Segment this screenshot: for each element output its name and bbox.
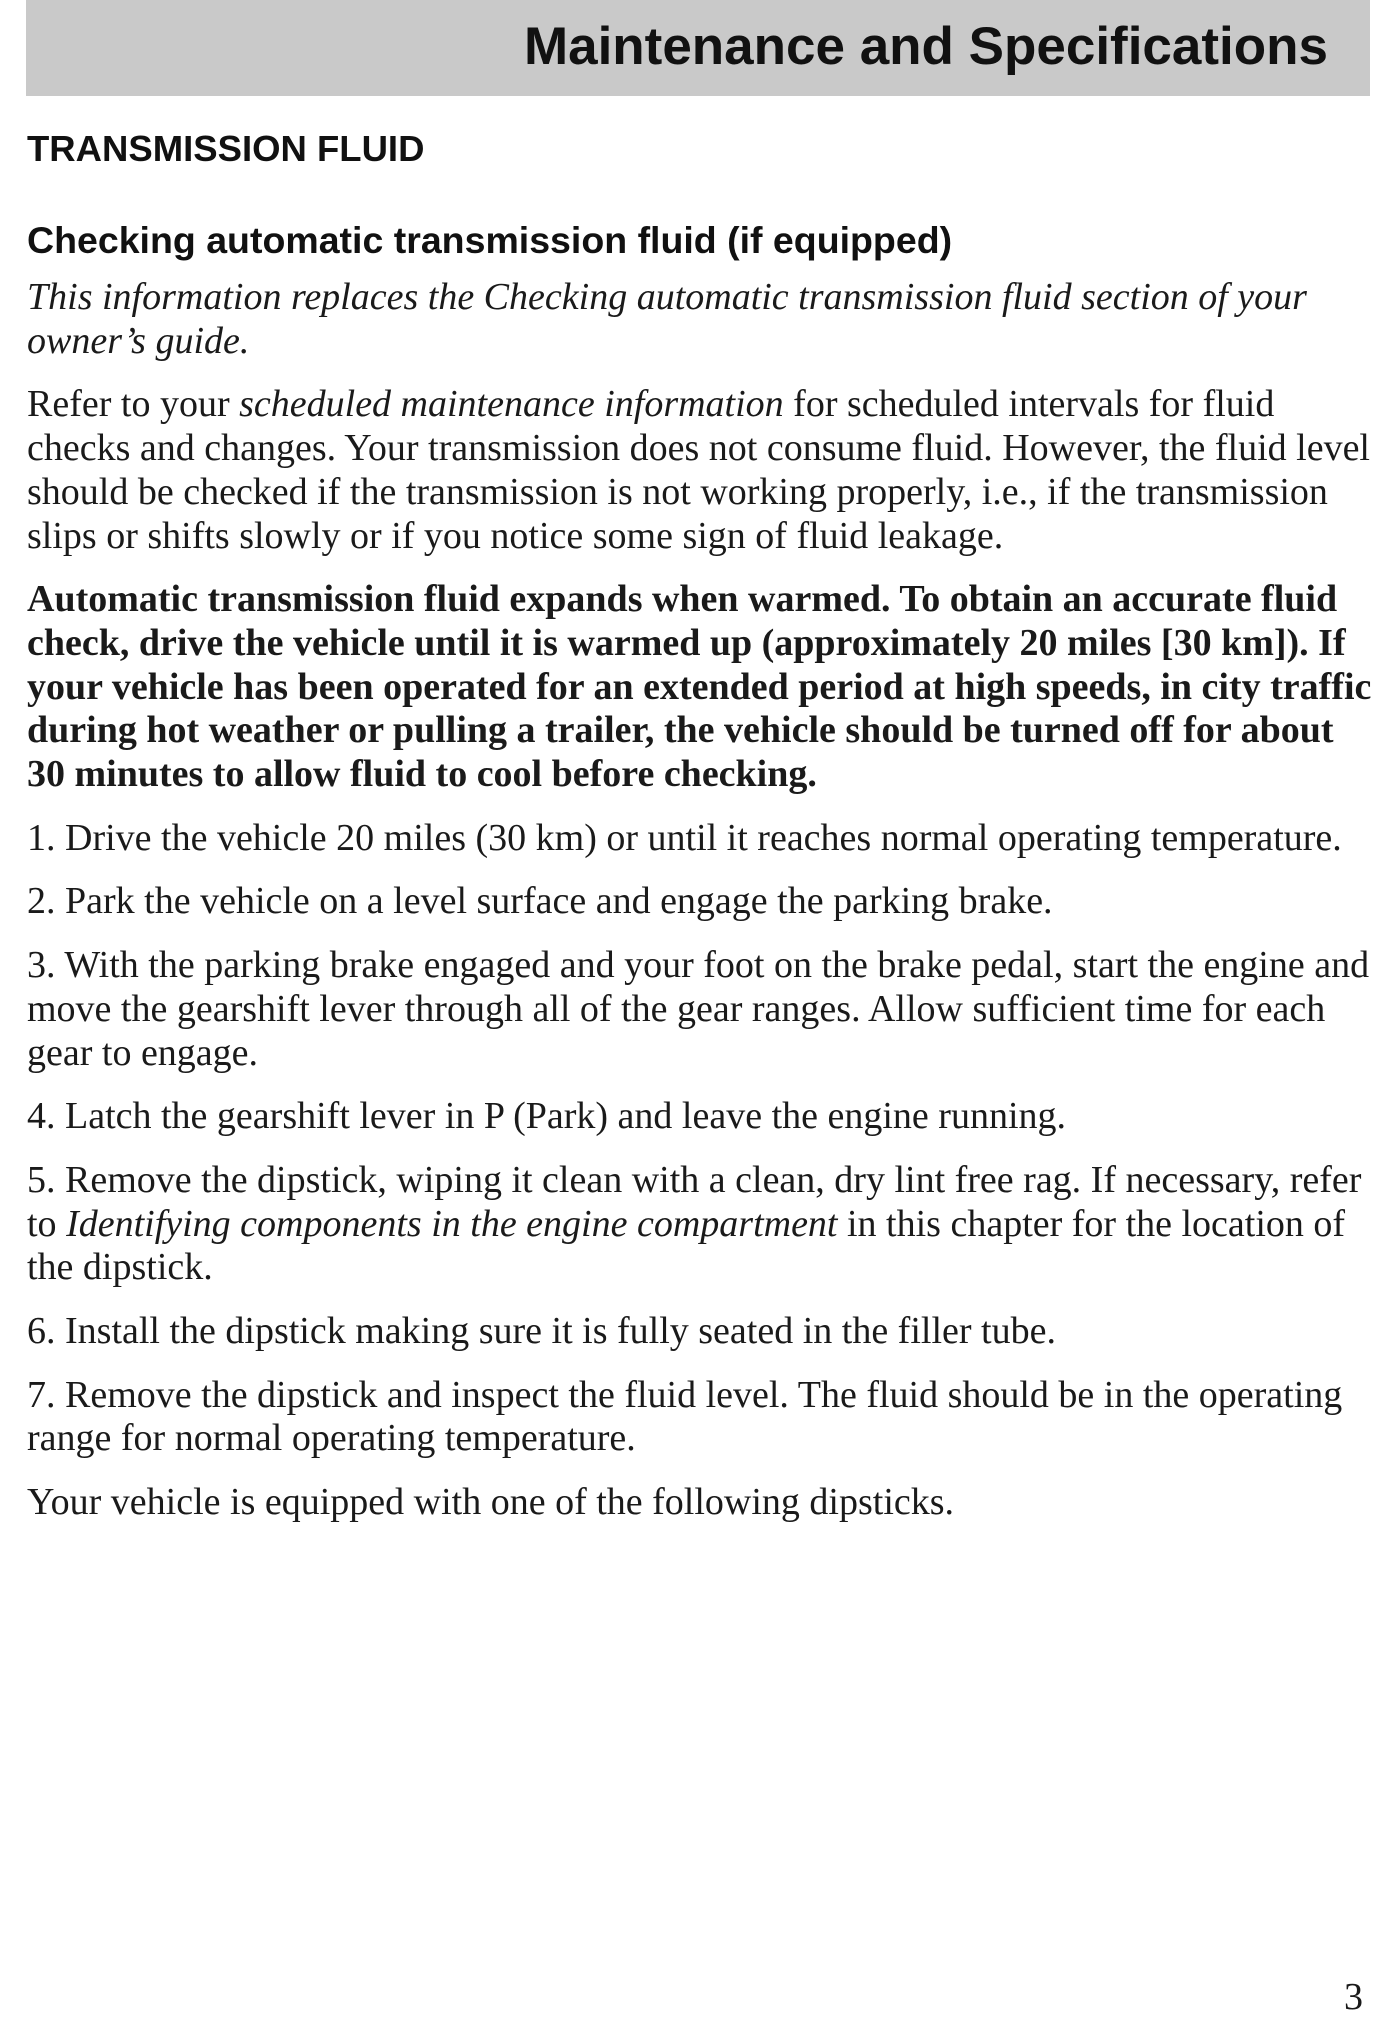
step-5-suffix: in this chapter for the location of the dipstick. bbox=[27, 1202, 1346, 1289]
warning-paragraph: Automatic transmission fluid expands when warmed. To obtain an accurate fluid check, drive the vehicle until it is warmed up (approximately 20 miles [30 km]). If your vehicle has been operated for an extended period at high speeds, in city traffic during hot weather or pulling a trailer, the vehicle should be turned off for about 30 minutes to allow fluid to cool before checking. bbox=[27, 578, 1372, 796]
step-1: 1. Drive the vehicle 20 miles (30 km) or until it reaches normal operating temperature. bbox=[27, 816, 1342, 859]
closing-paragraph: Your vehicle is equipped with one of the following dipsticks. bbox=[27, 1481, 955, 1524]
step-6: 6. Install the dipstick making sure it is fully seated in the filler tube. bbox=[27, 1310, 1056, 1353]
step-5 bbox=[27, 1159, 1373, 1290]
subsection-title: Checking automatic transmission fluid (if equipped) bbox=[27, 219, 953, 261]
refer-paragraph bbox=[27, 383, 1373, 558]
step-7: 7. Remove the dipstick and inspect the fluid level. The fluid should be in the operating range for normal operating temperature. bbox=[27, 1373, 1343, 1460]
refer-suffix: for scheduled intervals for fluid checks and changes. Your transmission does not consume fluid. However, the fluid level should be checked if the transmission is not working properly, i.e., if the transmission slips or shifts slowly or if you notice some sign of fluid leakage. bbox=[27, 383, 1370, 557]
intro-note: This information replaces the Checking automatic transmission fluid section of your owner’s guide. bbox=[27, 276, 1307, 362]
step-5-italic-reference: Identifying components in the engine compartment bbox=[66, 1202, 838, 1245]
section-title: TRANSMISSION FLUID bbox=[27, 128, 425, 169]
refer-italic-reference: scheduled maintenance information bbox=[239, 383, 784, 426]
step-2: 2. Park the vehicle on a level surface and engage the parking brake. bbox=[27, 880, 1053, 923]
page-content bbox=[27, 127, 1373, 1525]
page-number: 3 bbox=[1344, 1976, 1363, 2018]
refer-prefix: Refer to your bbox=[27, 383, 240, 426]
step-4: 4. Latch the gearshift lever in P (Park) and leave the engine running. bbox=[27, 1095, 1067, 1138]
chapter-title: Maintenance and Specifications bbox=[523, 17, 1328, 76]
step-3: 3. With the parking brake engaged and your foot on the brake pedal, start the engine and move the gearshift lever through all of the gear ranges. Allow sufficient time for each gear to engage. bbox=[27, 944, 1370, 1074]
chapter-header-bar bbox=[26, 0, 1370, 96]
step-5-prefix: 5. Remove the dipstick, wiping it clean with a clean, dry lint free rag. If necessary, refer to bbox=[27, 1158, 1362, 1245]
